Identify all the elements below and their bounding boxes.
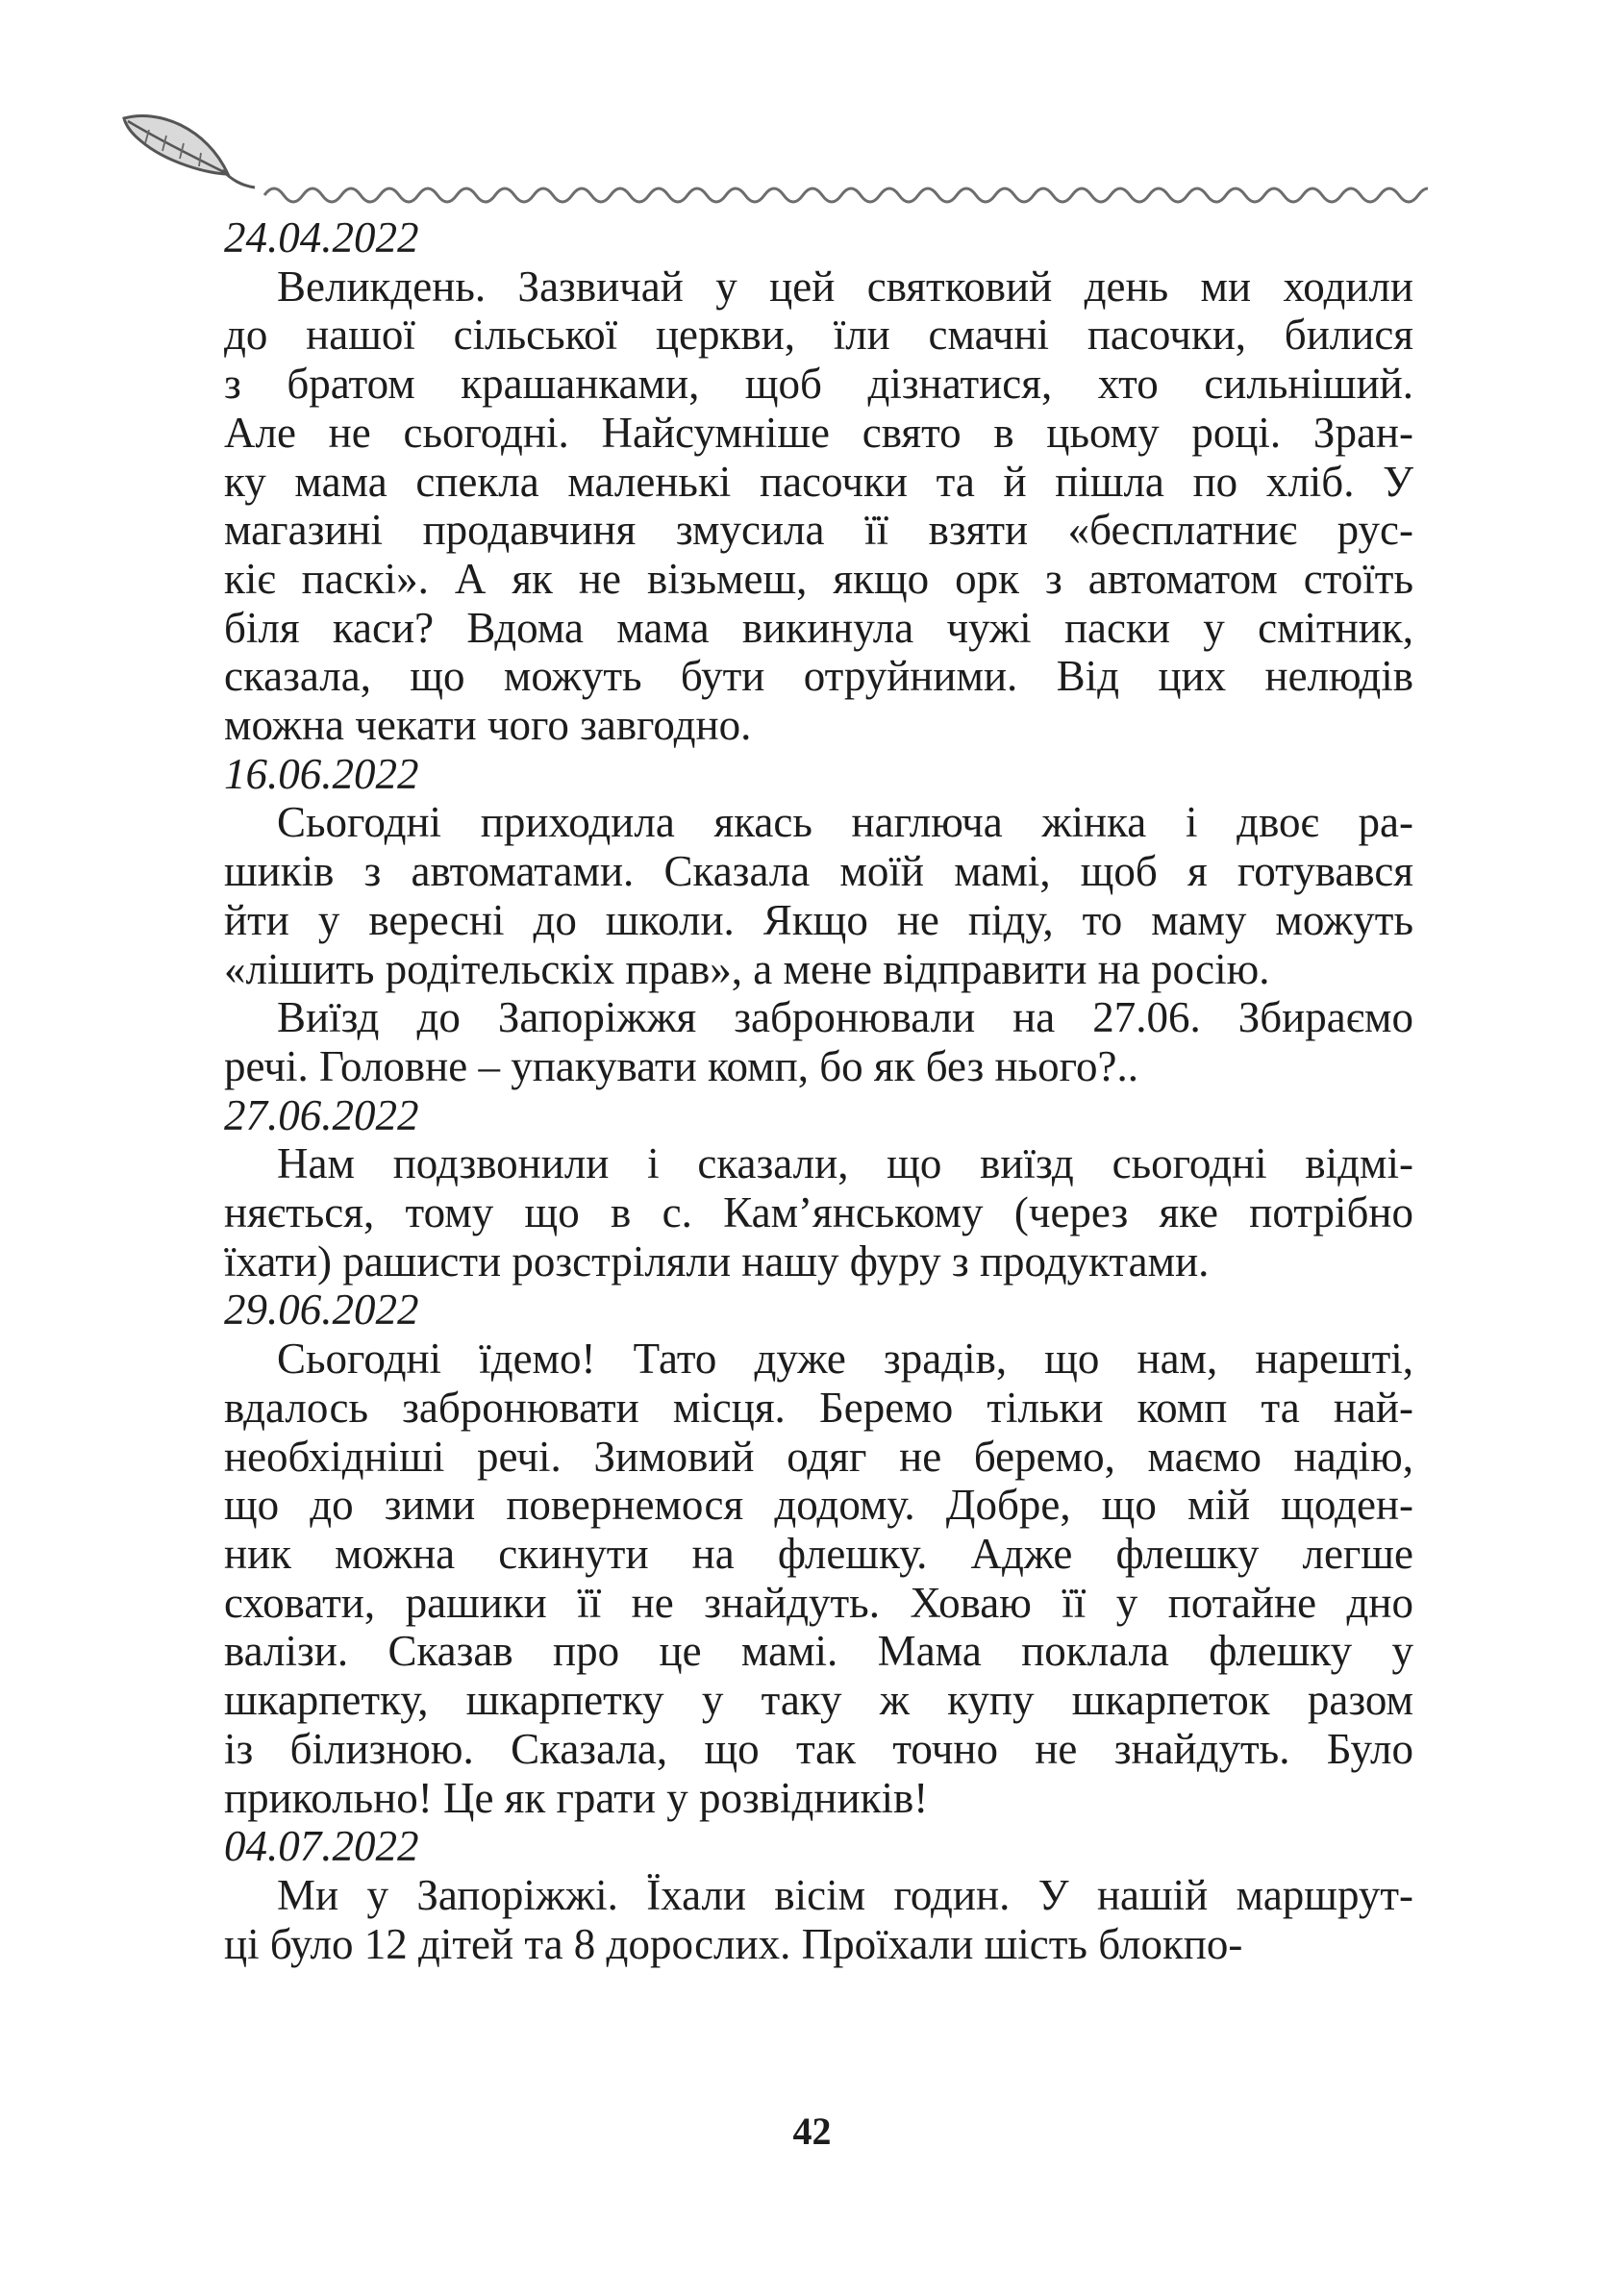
leaf-quill-icon xyxy=(124,115,255,187)
text-line: Ми у Запоріжжі. Їхали вісім годин. У нашій маршрут- xyxy=(277,1870,1413,1919)
text-line: Сьогодні їдемо! Тато дуже зрадів, що нам, нарешті, xyxy=(277,1335,1413,1384)
text-line: їхати) рашисти розстріляли нашу фуру з продуктами. xyxy=(224,1236,1210,1286)
text-line: сказала, що можуть бути отруйними. Від цих нелюдів xyxy=(224,652,1413,701)
entry-paragraph xyxy=(171,1335,1413,1822)
text-line: ку мама спекла маленькі пасочки та й пішла по хліб. У xyxy=(224,457,1413,506)
entry-date: 27.06.2022 xyxy=(224,1090,419,1139)
entry-date: 29.06.2022 xyxy=(224,1286,419,1335)
text-line: що до зими повернемося додому. Добре, що мій щоден- xyxy=(224,1481,1413,1530)
wavy-line xyxy=(264,188,1428,202)
text-line: валізи. Сказав про це мамі. Мама поклала флешку у xyxy=(224,1627,1413,1676)
text-line: Але не сьогодні. Найсумніше свято в цьому році. Зран- xyxy=(224,408,1413,457)
entry-paragraph xyxy=(171,798,1413,993)
entry-paragraph xyxy=(171,262,1413,750)
text-line: вдалось забронювати місця. Беремо тільки комп та най- xyxy=(224,1383,1413,1432)
text-line: ник можна скинути на флешку. Адже флешку легше xyxy=(224,1529,1413,1578)
entry-paragraph xyxy=(171,1139,1413,1286)
text-line: біля каси? Вдома мама викинула чужі паски у смітник, xyxy=(224,603,1413,652)
text-line: йти у вересні до школи. Якщо не піду, то маму можуть xyxy=(224,895,1413,944)
text-line: Нам подзвонили і сказали, що виїзд сьогодні відмі- xyxy=(277,1139,1413,1188)
page-number: 42 xyxy=(792,2110,832,2153)
entry-paragraph xyxy=(171,1871,1413,1968)
text-line: речі. Головне – упакувати комп, бо як без нього?.. xyxy=(224,1041,1138,1090)
text-line: сховати, рашики її не знайдуть. Ховаю її у потайне дно xyxy=(224,1578,1413,1627)
text-line: шиків з автоматами. Сказала моїй мамі, щоб я готувався xyxy=(224,847,1413,896)
text-line: з братом крашанками, щоб дізнатися, хто сильніший. xyxy=(224,360,1413,409)
text-line: прикольно! Це як грати у розвідників! xyxy=(224,1773,929,1822)
text-line: Великдень. Зазвичай у цей святковий день ми ходили xyxy=(277,262,1413,311)
text-line: Виїзд до Запоріжжя забронювали на 27.06. Збираємо xyxy=(277,993,1413,1042)
text-line: ці було 12 дітей та 8 дорослих. Проїхали шість блокпо- xyxy=(224,1919,1243,1968)
entry-date: 04.07.2022 xyxy=(224,1822,419,1871)
text-line: кіє паскі». А як не візьмеш, якщо орк з автоматом стоїть xyxy=(224,554,1413,603)
header-ornament xyxy=(120,111,1428,212)
text-line: із білизною. Сказала, що так точно не знайдуть. Було xyxy=(224,1724,1413,1773)
entry-paragraph xyxy=(171,993,1413,1090)
text-line: «лішить родітельскіх прав», а мене відправити на росію. xyxy=(224,944,1270,993)
entry-date: 16.06.2022 xyxy=(224,749,419,798)
text-line: необхідніші речі. Зимовий одяг не беремо, маємо надію, xyxy=(224,1432,1413,1481)
text-line: можна чекати чого завгодно. xyxy=(224,701,752,750)
text-line: шкарпетку, шкарпетку у таку ж купу шкарпеток разом xyxy=(224,1676,1413,1725)
diary-text xyxy=(171,213,1413,1968)
text-line: Сьогодні приходила якась наглюча жінка і двоє ра- xyxy=(277,798,1413,847)
text-line: няється, тому що в с. Кам’янському (через яке потрібно xyxy=(224,1188,1413,1237)
text-line: до нашої сільської церкви, їли смачні пасочки, билися xyxy=(224,311,1413,360)
entry-date: 24.04.2022 xyxy=(224,213,419,262)
text-line: магазині продавчиня змусила її взяти «бесплатниє рус- xyxy=(224,506,1413,555)
